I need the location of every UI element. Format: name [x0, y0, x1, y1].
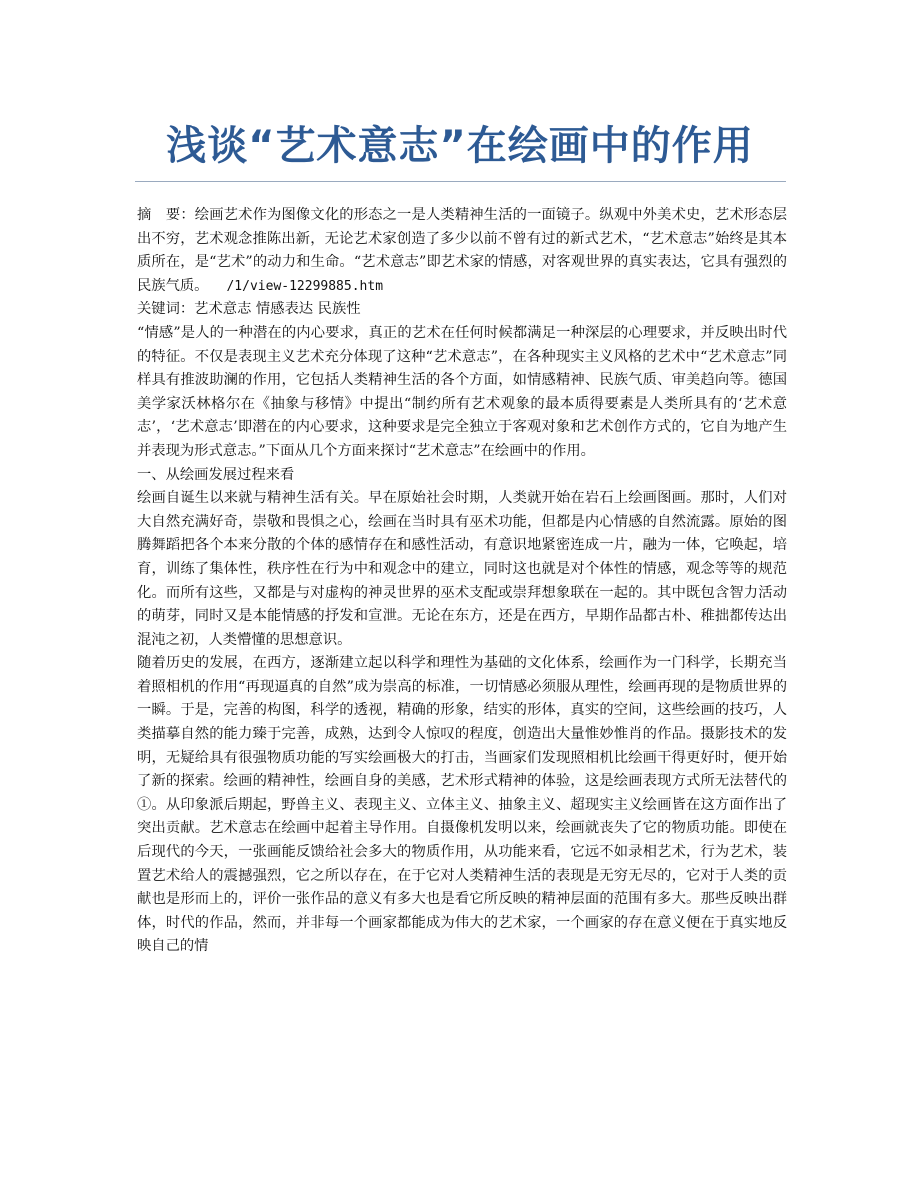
source-url: /1/view-12299885.htm [226, 278, 384, 294]
abstract-text: 摘 要：绘画艺术作为图像文化的形态之一是人类精神生活的一面镜子。纵观中外美术史，艺术形态层出不穷，艺术观念推陈出新，无论艺术家创造了多少以前不曾有过的新式艺术，“艺术意志”始终是其本质所在，是“艺术”的动力和生命。“艺术意志”即艺术家的情感，对客观世界的真实表达，它具有强烈的民族气质。 [137, 207, 787, 294]
intro-paragraph: “情感”是人的一种潜在的内心要求，真正的艺术在任何时候都满足一种深层的心理要求，并反映出时代的特征。不仅是表现主义艺术充分体现了这种“艺术意志”，在各种现实主义风格的艺术中“艺术意志”同样具有推波助澜的作用，它包括人类精神生活的各个方面，如情感精神、民族气质、审美趋向等。德国美学家沃林格尔在《抽象与移情》中提出“制约所有艺术观象的最本质得要素是人类所具有的‘艺术意志’，‘艺术意志’即潜在的内心要求，这种要求是完全独立于客观对象和艺术创作方式的，它自为地产生并表现为形式意志。”下面从几个方面来探讨“艺术意志”在绘画中的作用。 [137, 324, 787, 459]
section-heading: 一、从绘画发展过程来看 [137, 466, 295, 483]
keywords-line: 关键词：艺术意志 情感表达 民族性 [137, 301, 361, 318]
abstract-paragraph [137, 204, 787, 298]
body-paragraph: 绘画自诞生以来就与精神生活有关。早在原始社会时期，人类就开始在岩石上绘画图画。那时，人们对大自然充满好奇，崇敬和畏惧之心，绘画在当时具有巫术功能，但都是内心情感的自然流露。原始的图腾舞蹈把各个本来分散的个体的感情存在和感性活动，有意识地紧密连成一片，融为一体，它唤起，培育，训练了集体性，秩序性在行为中和观念中的建立，同时这也就是对个体性的情感，观念等等的规范化。而所有这些，又都是与对虚构的神灵世界的巫术支配或崇拜想象联在一起的。其中既包含智力活动的萌芽，同时又是本能情感的抒发和宣泄。无论在东方，还是在西方，早期作品都古朴、稚拙都传达出混沌之初，人类懵懂的思想意识。 [137, 490, 787, 648]
title-divider [135, 181, 786, 182]
body-paragraph: 随着历史的发展，在西方，逐渐建立起以科学和理性为基础的文化体系，绘画作为一门科学，长期充当着照相机的作用“再现逼真的自然”成为崇高的标准，一切情感必须服从理性，绘画再现的是物质世界的一瞬。于是，完善的构图，科学的透视，精确的形象，结实的形体，真实的空间，这些绘画的技巧，人类描摹自然的能力臻于完善，成熟，达到令人惊叹的程度，创造出大量惟妙惟肖的作品。摄影技术的发明，无疑给具有很强物质功能的写实绘画极大的打击，当画家们发现照相机比绘画干得更好时，便开始了新的探索。绘画的精神性，绘画自身的美感，艺术形式精神的体验，这是绘画表现方式所无法替代的①。从印象派后期起，野兽主义、表现主义、立体主义、抽象主义、超现实主义绘画皆在这方面作出了突出贡献。艺术意志在绘画中起着主导作用。自摄像机发明以来，绘画就丧失了它的物质功能。即使在后现代的今天，一张画能反馈给社会多大的物质作用，从功能来看，它远不如录相艺术，行为艺术，装置艺术给人的震撼强烈，它之所以存在，在于它对人类精神生活的表现是无穷无尽的，它对于人类的贡献也是形而上的，评价一张作品的意义有多大也是看它所反映的精神层面的范围有多大。那些反映出群体，时代的作品，然而，并非每一个画家都能成为伟大的艺术家，一个画家的存在意义便在于真实地反映自己的情 [137, 655, 787, 955]
page-title: 浅谈“艺术意志”在绘画中的作用 [166, 123, 754, 169]
article-body [137, 204, 787, 959]
